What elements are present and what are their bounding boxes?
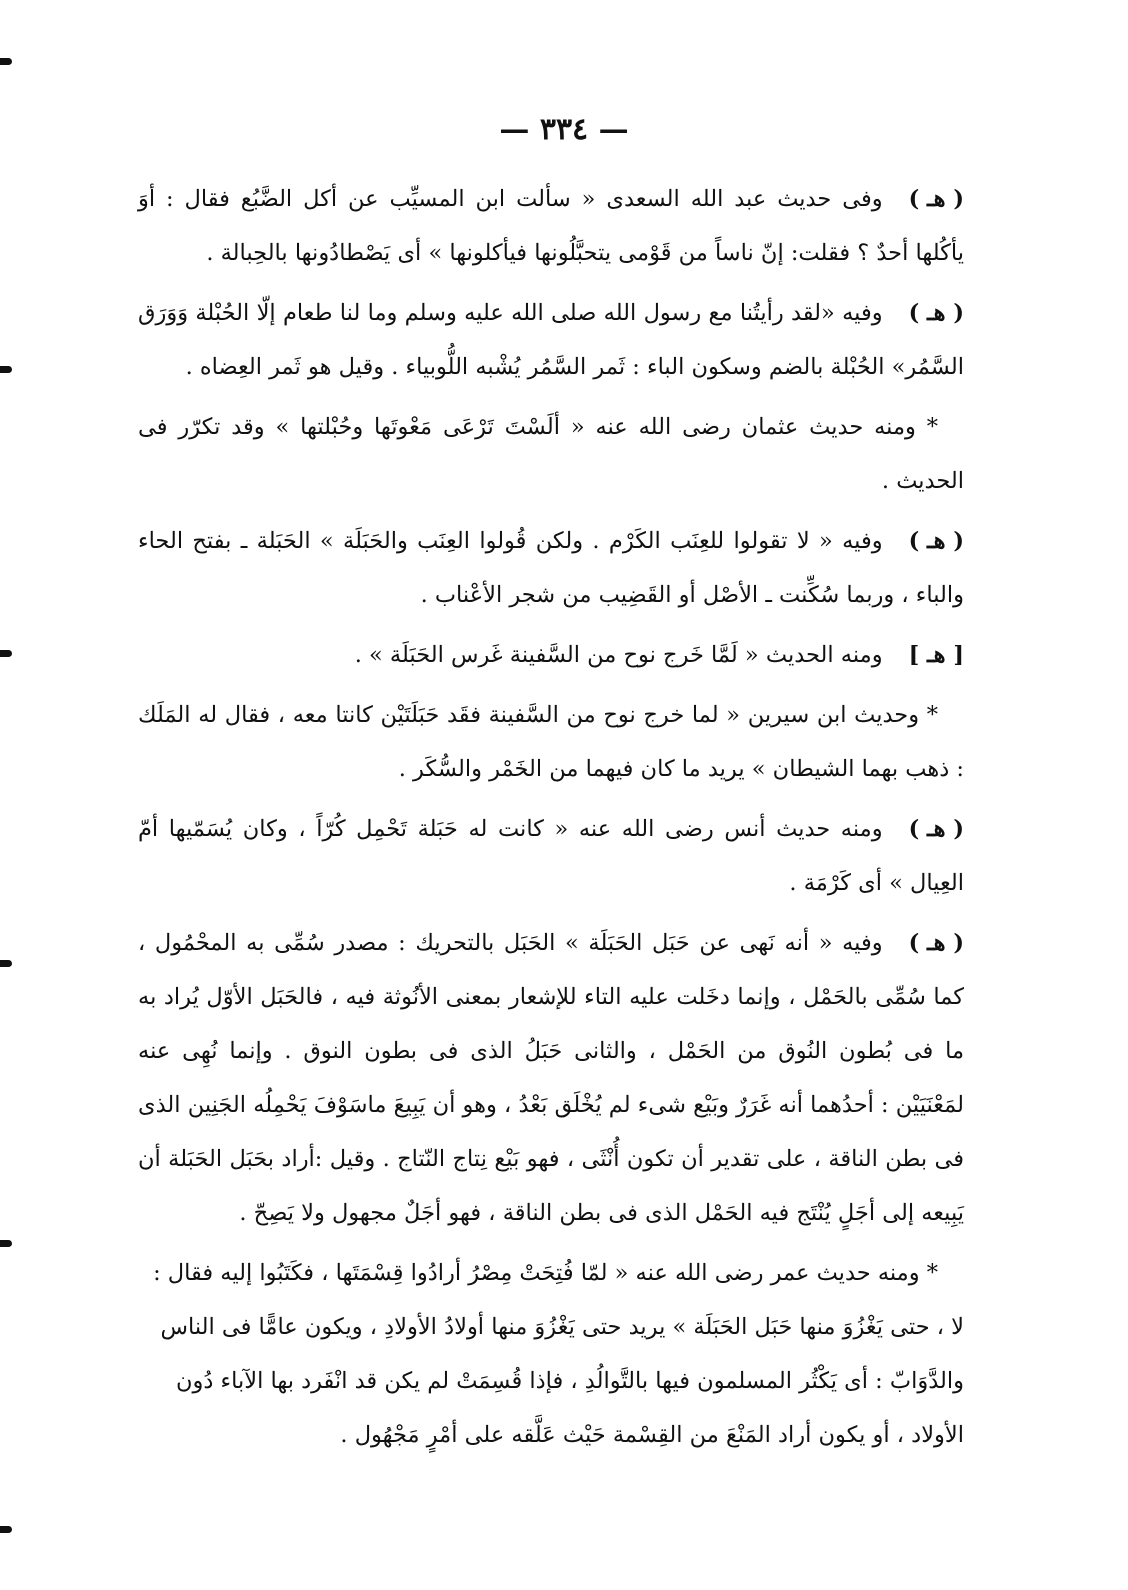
scan-edge-mark <box>0 650 12 657</box>
paragraph-text: * ومنه حديث عمر رضى الله عنه « لمّا فُتِحَتْ مِصْرُ أرادُوا قِسْمَتَها ، فكَتَبُوا إليه فقال : لا ، حتى يَغْزُوَ منها حَبَل الحَبَلَة » يريد حتى يَغْزُوَ منها أولادُ الأولادِ ، ويكون عامًّا فى الناس والدَّوَابّ : أى يَكْثُر المسلمون فيها بالتَّوالُدِ ، فإذا قُسِمَتْ لم يكن قد انْفَرد بها الآباء دُون الأولاد ، أو يكون أراد المَنْعَ من القِسْمة حَيْث عَلَّقه على أمْرٍ مَجْهُول . <box>153 1260 964 1448</box>
page-body <box>138 172 964 1468</box>
paragraph <box>138 688 964 796</box>
paragraph-text: وفيه « أنه نَهى عن حَبَل الحَبَلَة » الحَبَل بالتحريك : مصدر سُمِّى به المحْمُول ، كما سُمِّى بالحَمْل ، وإنما دخَلت عليه التاء للإشعار بمعنى الأنُوثة فيه ، فالحَبَل الأوّل يُراد به ما فى بُطون النُوق من الحَمْل ، والثانى حَبَلُ الذى فى بطون النوق . وإنما نُهِى عنه لمَعْنَيَيْن : أحدُهما أنه غَرَرٌ وبَيْع شىء لم يُخْلَق بَعْدُ ، وهو أن يَبِيعَ ماسَوْفَ يَحْمِلُه الجَنِين الذى فى بطن الناقة ، على تقدير أن تكون أُنْثَى ، فهو بَيْع نِتاج النّتاج . وقيل :أراد بحَبَل الحَبَلة أن يَبِيعه إلى أجَلٍ يُنْتَج فيه الحَمْل الذى فى بطن الناقة ، فهو أجَلٌ مجهول ولا يَصِحّ . <box>138 930 964 1226</box>
paragraph-text: * وحديث ابن سيرين « لما خرج نوح من السَّفينة فقَد حَبَلَتَيْن كانتا معه ، فقال له المَلَك : ذهب بهما الشيطان » يريد ما كان فيهما من الخَمْر والسُّكَر . <box>138 702 964 782</box>
scan-edge-mark <box>0 960 12 967</box>
paragraph-text: * ومنه حديث عثمان رضى الله عنه « ألَسْتَ تَرْعَى مَعْوتَها وحُبْلتها » وقد تكرّر فى الحديث . <box>138 414 964 494</box>
scan-edge-mark <box>0 1526 12 1533</box>
paragraph-text: ومنه حديث أنس رضى الله عنه « كانت له حَبَلة تَحْمِل كُرّاً ، وكان يُسَمّيها أمّ العِيال » أى كَرْمَة . <box>138 816 964 896</box>
paragraph <box>138 802 964 910</box>
scan-edge-mark <box>0 58 12 65</box>
scan-edge-mark <box>0 366 12 373</box>
paragraph <box>138 172 964 280</box>
page-number: — ٣٣٤ — <box>499 112 629 147</box>
paragraph <box>138 514 964 622</box>
entry-marker: ( هـ ) <box>908 186 964 212</box>
paragraph <box>138 400 964 508</box>
entry-marker: ( هـ ) <box>908 528 964 554</box>
entry-marker: ( هـ ) <box>908 930 964 956</box>
paragraph <box>138 916 964 1240</box>
entry-marker: ( هـ ) <box>908 816 964 842</box>
paragraph-text: ومنه الحديث « لَمَّا خَرج نوح من السَّفينة غَرس الحَبَلَة » . <box>354 642 883 668</box>
paragraph <box>138 1246 964 1462</box>
entry-marker: [ هـ ] <box>908 642 964 668</box>
paragraph-text: وفيه « لا تقولوا للعِنَب الكَرْم . ولكن قُولوا العِنَب والحَبَلَة » الحَبَلة ـ بفتح الحاء والباء ، وربما سُكِّنت ـ الأصْل أو القَضِيب من شجر الأعْناب . <box>138 528 964 608</box>
entry-marker: ( هـ ) <box>908 300 964 326</box>
paragraph-text: وفيه «لقد رأيتُنا مع رسول الله صلى الله عليه وسلم وما لنا طعام إلّا الحُبْلة وَوَرَق السَّمُر» الحُبْلة بالضم وسكون الباء : ثَمر السَّمُر يُشْبه اللُّوبياء . وقيل هو ثَمر العِضاه . <box>138 300 964 380</box>
scan-edge-mark <box>0 1240 12 1247</box>
paragraph <box>138 628 964 682</box>
paragraph-text: وفى حديث عبد الله السعدى « سألت ابن المسيِّب عن أكل الضَّبُع فقال : أوَ يأكُلها أحدٌ ؟ فقلت: إنّ ناساً من قَوْمى يتحبَّلُونها فيأكلونها » أى يَصْطادُونها بالحِبالة . <box>138 186 964 266</box>
paragraph <box>138 286 964 394</box>
